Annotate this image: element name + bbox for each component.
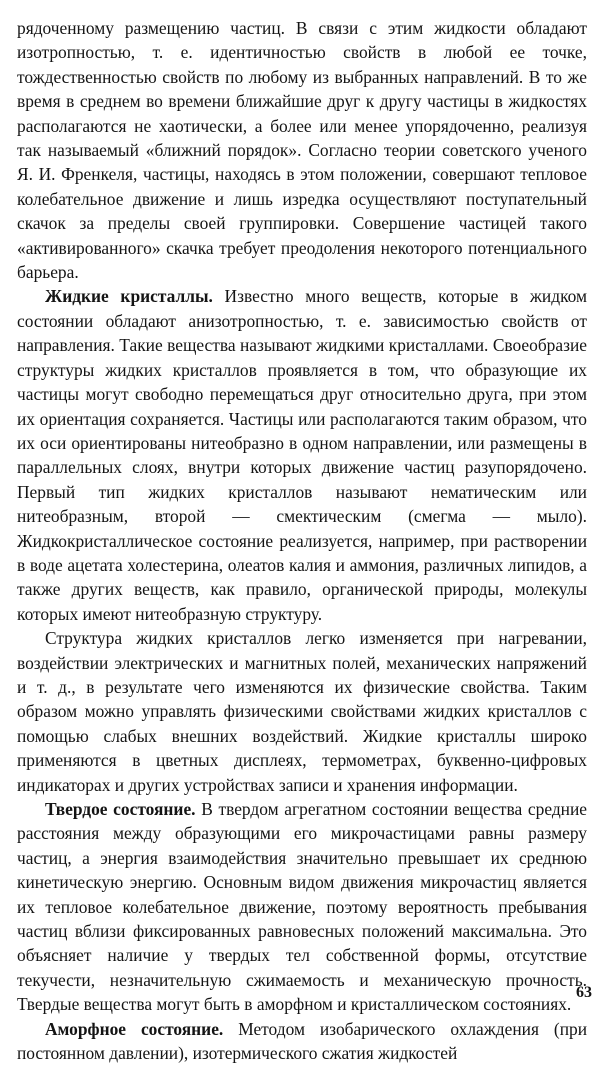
paragraph-text: рядоченному размещению частиц. В связи с этим жидкости обладают изотропностью, т. е. идентичностью свойств в любой ее точке, тождественностью свойств по любому из выбранных направлений. В то же время в среднем во времени ближайшие друг к другу частицы в жидкостях располагаются не хаотически, а более или менее упорядоченно, реализуя так называемый «ближний порядок». Согласно теории советского ученого Я. И. Френкеля, частицы, находясь в этом положении, совершают тепловое колебательное движение и лишь изредка осуществляют поступательный скачок за пределы своей группировки. Совершение частицей такого «активированного» скачка требует преодоления некоторого потенциального барьера. (17, 18, 587, 283)
section-heading-liquid-crystals: Жидкие кристаллы. (45, 286, 213, 307)
paragraph-liquid-crystals-applications (17, 626, 587, 797)
paragraph-text: Методом изобарического охлаждения (при постоянном давлении), изотермического сжатия жидкостей (17, 1018, 588, 1064)
paragraph-solid-state (17, 797, 587, 1017)
paragraph-text: В твердом агрегатном состоянии вещества средние расстояния между образующими его микрочастицами равны размеру частиц, а энергия взаимодействия значительно превышает их среднюю кинетическую энергию. Основным видом движения микрочастиц является их тепловое колебательное движение, поэтому вероятность пребывания частиц вблизи фиксированных равновесных положений максимальна. Это объясняет наличие у твердых тел собственной формы, отсутствие текучести, незначительную сжимаемость и механическую прочность. Твердые вещества могут быть в аморфном и кристаллическом состояниях. (17, 799, 587, 1015)
paragraph-amorphous-state (17, 1017, 587, 1065)
paragraph-liquid-crystals (17, 284, 587, 626)
paragraph-liquids-order (17, 16, 587, 284)
section-heading-solid-state: Твердое состояние. (45, 799, 196, 819)
section-heading-amorphous-state: Аморфное состояние. (45, 1018, 224, 1039)
paragraph-text: Структура жидких кристаллов легко изменяется при нагревании, воздействии электрических и магнитных полей, механических напряжений и т. д., в результате чего изменяются их физические свойства. Таким образом можно управлять физическими свойствами жидких кристаллов с помощью слабых внешних воздействий. Жидкие кристаллы широко применяются в цветных дисплеях, термометрах, буквенно-цифровых индикаторах и других устройствах записи и хранения информации. (17, 628, 587, 795)
page-number: 63 (576, 984, 592, 1001)
paragraph-text: Известно много веществ, которые в жидком состоянии обладают анизотропностью, т. е. зависимостью свойств от направления. Такие вещества называют жидкими кристаллами. Своеобразие структуры жидких кристаллов проявляется в том, что образующие их частицы могут свободно перемещаться друг относительно друга, при этом их ориентация сохраняется. Частицы или располагаются таким образом, что их оси ориентированы нитеобразно в одном направлении, или размещены в параллельных слоях, внутри которых движение частиц разупорядочено. Первый тип жидких кристаллов называют нематическим или нитеобразным, второй — смектическим (смегма — мыло). Жидкокристаллическое состояние реализуется, например, при растворении в воде ацетата холестерина, олеатов калия и аммония, различных липидов, а также других веществ, как правило, органической природы, молекулы которых имеют нитеобразную структуру. (17, 286, 588, 624)
